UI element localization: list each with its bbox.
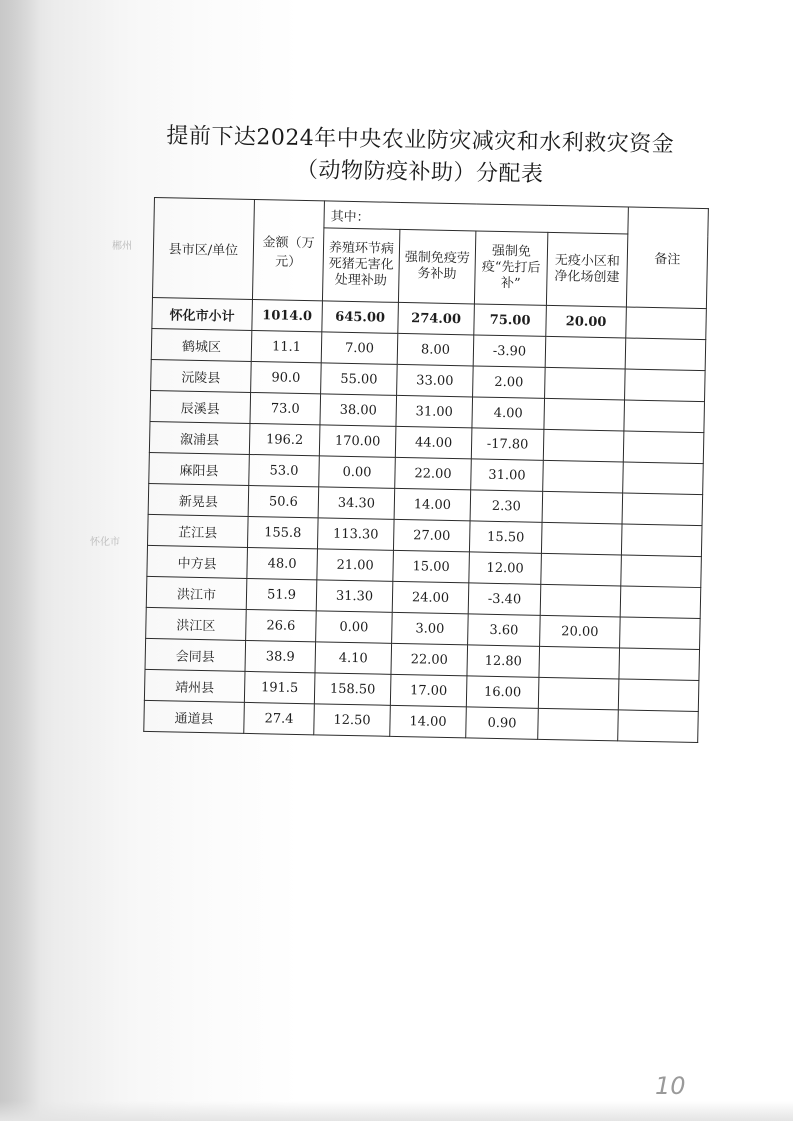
cell-note <box>618 710 699 743</box>
cell-prepay: 12.00 <box>469 552 542 584</box>
cell-labor: 8.00 <box>397 333 474 366</box>
cell-harmless: 0.00 <box>316 611 393 644</box>
cell-harmless: 113.30 <box>317 518 394 551</box>
cell-disease-free <box>541 553 622 586</box>
faint-margin-note: 郴州 <box>112 241 132 252</box>
cell-labor: 33.00 <box>397 364 474 397</box>
scan-shadow-bottom <box>0 1101 793 1121</box>
cell-labor: 24.00 <box>392 581 469 614</box>
allocation-table-wrapper <box>143 197 709 743</box>
cell-unit: 沅陵县 <box>151 359 252 392</box>
cell-labor: 31.00 <box>396 395 473 428</box>
scan-shadow <box>0 0 40 1121</box>
allocation-table <box>143 197 709 743</box>
cell-unit: 新晃县 <box>148 483 249 516</box>
cell-amount: 11.1 <box>251 330 322 362</box>
cell-labor: 15.00 <box>393 550 470 583</box>
cell-note <box>621 524 702 557</box>
cell-disease-free: 20.00 <box>540 615 621 648</box>
cell-unit: 鹤城区 <box>151 328 252 361</box>
cell-harmless: 0.00 <box>319 456 396 489</box>
cell-amount: 38.9 <box>245 640 316 672</box>
cell-unit: 中方县 <box>147 545 248 578</box>
cell-note <box>620 617 701 650</box>
cell-disease-free <box>543 429 624 462</box>
cell-amount: 51.9 <box>246 578 317 610</box>
subtotal-unit: 怀化市小计 <box>152 297 253 330</box>
cell-harmless: 21.00 <box>317 549 394 582</box>
document-title <box>119 120 720 194</box>
cell-unit: 洪江区 <box>146 607 247 640</box>
cell-prepay: 12.80 <box>467 645 540 677</box>
cell-harmless: 34.30 <box>318 487 395 520</box>
cell-harmless: 31.30 <box>316 580 393 613</box>
header-of-which: 其中： <box>324 201 628 234</box>
header-unit: 县市区/单位 <box>152 198 254 300</box>
cell-note <box>620 586 701 619</box>
header-amount: 金额（万元） <box>252 200 324 301</box>
cell-labor: 27.00 <box>393 519 470 552</box>
cell-harmless: 170.00 <box>319 425 396 458</box>
cell-note <box>625 369 706 402</box>
cell-prepay: 16.00 <box>466 676 539 708</box>
cell-amount: 26.6 <box>246 609 317 641</box>
cell-note <box>619 648 700 681</box>
cell-prepay: 3.60 <box>468 614 541 646</box>
cell-prepay: 31.00 <box>471 459 544 491</box>
cell-amount: 50.6 <box>248 485 319 517</box>
cell-amount: 53.0 <box>249 454 320 486</box>
header-note: 备注 <box>626 207 708 309</box>
cell-harmless: 158.50 <box>314 673 391 706</box>
title-line-1: 提前下达2024年中央农业防灾减灾和水利救灾资金 <box>166 123 675 158</box>
cell-disease-free <box>543 460 624 493</box>
cell-amount: 155.8 <box>247 516 318 548</box>
cell-harmless: 4.10 <box>315 642 392 675</box>
subtotal-note <box>626 307 707 340</box>
cell-unit: 麻阳县 <box>149 452 250 485</box>
cell-amount: 90.0 <box>251 361 322 393</box>
cell-note <box>625 338 706 371</box>
cell-note <box>624 400 705 433</box>
cell-prepay: 4.00 <box>472 397 545 429</box>
cell-note <box>621 555 702 588</box>
title-line-2: （动物防疫补助）分配表 <box>295 157 544 188</box>
cell-labor: 3.00 <box>392 612 469 645</box>
cell-disease-free <box>544 398 625 431</box>
faint-margin-note: 怀化市 <box>90 537 120 548</box>
cell-unit: 靖州县 <box>144 669 245 702</box>
subtotal-prepay: 75.00 <box>474 304 547 336</box>
cell-unit: 通道县 <box>144 700 245 733</box>
cell-prepay: 15.50 <box>469 521 542 553</box>
cell-labor: 17.00 <box>390 674 467 707</box>
cell-harmless: 55.00 <box>321 363 398 396</box>
subtotal-labor: 274.00 <box>398 302 475 335</box>
cell-prepay: -3.90 <box>473 335 546 367</box>
cell-amount: 73.0 <box>250 392 321 424</box>
cell-disease-free <box>545 367 626 400</box>
cell-amount: 196.2 <box>249 423 320 455</box>
cell-labor: 22.00 <box>391 643 468 676</box>
header-labor: 强制免疫劳务补助 <box>398 229 475 304</box>
header-prepay: 强制免疫“先打后补” <box>474 231 547 305</box>
cell-note <box>622 493 703 526</box>
cell-labor: 14.00 <box>390 705 467 738</box>
cell-prepay: 0.90 <box>466 707 539 739</box>
subtotal-harmless: 645.00 <box>322 301 399 334</box>
cell-labor: 14.00 <box>394 488 471 521</box>
cell-harmless: 12.50 <box>314 704 391 737</box>
cell-disease-free <box>538 708 619 741</box>
cell-amount: 27.4 <box>244 702 315 734</box>
cell-unit: 会同县 <box>145 638 246 671</box>
cell-labor: 22.00 <box>395 457 472 490</box>
cell-disease-free <box>539 646 620 679</box>
cell-prepay: 2.30 <box>470 490 543 522</box>
cell-note <box>618 679 699 712</box>
header-disease-free: 无疫小区和净化场创建 <box>546 232 627 307</box>
cell-disease-free <box>541 522 622 555</box>
cell-unit: 辰溪县 <box>150 390 251 423</box>
cell-amount: 191.5 <box>244 671 315 703</box>
subtotal-amount: 1014.0 <box>252 299 323 331</box>
subtotal-disease-free: 20.00 <box>546 305 627 338</box>
cell-disease-free <box>545 336 626 369</box>
cell-unit: 洪江市 <box>146 576 247 609</box>
cell-disease-free <box>540 584 621 617</box>
cell-note <box>623 462 704 495</box>
page-number: 10 <box>655 1072 686 1100</box>
cell-unit: 芷江县 <box>148 514 249 547</box>
header-harmless: 养殖环节病死猪无害化处理补助 <box>322 228 399 303</box>
cell-unit: 溆浦县 <box>149 421 250 454</box>
cell-prepay: 2.00 <box>473 366 546 398</box>
cell-harmless: 7.00 <box>321 332 398 365</box>
cell-disease-free <box>542 491 623 524</box>
cell-note <box>623 431 704 464</box>
cell-amount: 48.0 <box>247 547 318 579</box>
cell-labor: 44.00 <box>395 426 472 459</box>
cell-harmless: 38.00 <box>320 394 397 427</box>
cell-prepay: -17.80 <box>471 428 544 460</box>
cell-disease-free <box>538 677 619 710</box>
cell-prepay: -3.40 <box>468 583 541 615</box>
